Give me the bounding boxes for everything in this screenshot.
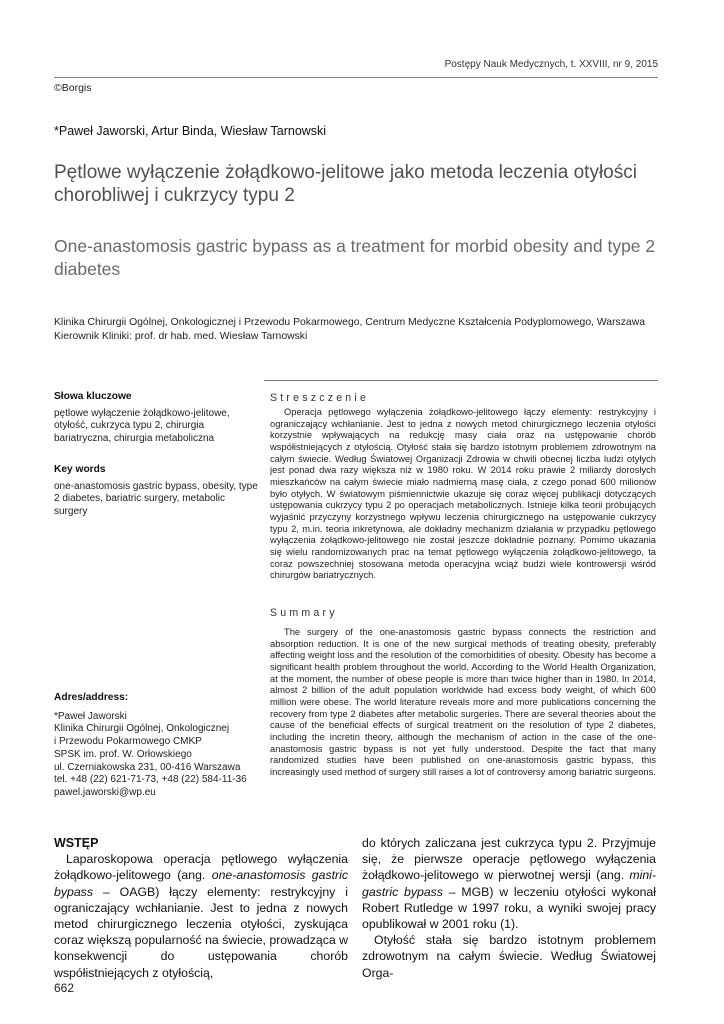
keywords-polish-heading: Słowa kluczowe bbox=[54, 391, 132, 402]
journal-citation: Postępy Nauk Medycznych, t. XXVIII, nr 9, 2015 bbox=[444, 59, 658, 70]
author-list: *Paweł Jaworski, Artur Binda, Wiesław Tarnowski bbox=[54, 124, 327, 138]
address-line: i Przewodu Pokarmowego CMKP bbox=[54, 736, 202, 748]
body-paragraph bbox=[362, 835, 656, 932]
address-line: *Paweł Jaworski bbox=[54, 710, 127, 722]
text-run: – MGB) w leczeniu otyłości wykonał Robert Rutledge w 1997 roku, a wyniki swojej pracy opublikował w 2001 roku (1). bbox=[362, 884, 656, 932]
abstract-polish-text: Operacja pętlowego wyłączenia żołądkowo-jelitowego łączy elementy: restrykcyjny i ograniczający wchłanianie. Jest to jedna z nowych metod chirurgicznego leczenia otyłości korzystnie wpływających na redukcję masy ciała oraz na ustępowanie chorób współistniejących z otyłością. Otyłość stała się bardzo istotnym problemem zdrowotnym na całym świecie. Według Światowej Organizacji Zdrowia w chwili obecnej liczba ludzi otyłych jest ponad dwa razy większa niż w 1980 roku. W 2014 roku prawie 2 miliardy dorosłych mieszkańców na całym świecie miało nadmierną masę ciała, z czego ponad 600 milionów było otyłych. W światowym piśmiennictwie ukazuje się coraz więcej publikacji dotyczących ustępowania cukrzycy typu 2 po operacjach metabolicznych. Istnieje kilka teorii próbujących wyjaśnić przyczyny korzystnego wpływu leczenia chirurgicznego na ustępowanie cukrzycy typu 2, m.in. teoria inkretynowa, ale dokładny mechanizm działania w przypadku pętlowego wyłączenia żołądkowo-jelitowego nie został jeszcze dokładnie poznany. Pomimo ukazania się wielu randomizowanych prac na temat pętlowego wyłączenia żołądkowo-jelitowego, ta coraz powszechniej stosowana metoda operacyjna wciąż budzi wiele kontrowersji wśród chirurgów bariatrycznych. bbox=[270, 407, 656, 581]
abstract-polish-heading: Streszczenie bbox=[270, 392, 370, 404]
abstract-english-text: The surgery of the one-anastomosis gastric bypass connects the restriction and absorption reduction. It is one of the new surgical methods of treating obesity, preferably affecting weight loss and the resolution of the comorbidities of obesity. Obesity has become a significant health problem throughout the world. According to the World Health Organization, at the moment, the number of obese people is more than twice higher than in 1980. In 2014, almost 2 billion of the adult population worldwide had excess body weight, of which 600 million were obese. The world literature reveals more and more publications concerning the recovery from type 2 diabetes after metabolic surgeries. There are several theories about the cause of the beneficial effects of surgical treatment on the resolution of type 2 diabetes, including the incretin theory, although the mechanism of action in the case of the one-anastomosis gastric bypass is not yet fully understood. Despite the fact that many randomized studies have been published on one-anastomosis gastric bypass, this increasingly used method of surgery still raises a lot of controversy among bariatric surgeons. bbox=[270, 627, 656, 777]
abstract-divider bbox=[264, 380, 658, 381]
header-divider bbox=[54, 77, 658, 78]
address-heading: Adres/address: bbox=[54, 692, 129, 703]
section-heading-introduction: WSTĘP bbox=[54, 836, 99, 850]
keywords-polish bbox=[54, 391, 259, 446]
text-run: do których zaliczana jest cukrzyca typu 2. Przyjmuje się, że pierwsze operacje pętlowego wyłączenia żołądkowo-jelitowego w pierwotnej wersji (ang. bbox=[362, 836, 656, 883]
address-line: tel. +48 (22) 621-71-73, +48 (22) 584-11-36 bbox=[54, 774, 247, 786]
affiliation: Klinika Chirurgii Ogólnej, Onkologicznej i Przewodu Pokarmowego, Centrum Medyczne Kształcenia Podyplomowego, Warszawa bbox=[54, 317, 645, 328]
text-run: Laparoskopowa operacja pętlowego wyłączenia żołądkowo-jelitowego (ang. bbox=[54, 852, 348, 883]
text-run: – OAGB) łączy elementy: restrykcyjny i ograniczający wchłanianie. Jest to jedna z nowych metod chirurgicznego leczenia otyłości, zyskująca coraz większą popularność na świecie, prowadząca w konsekwencji do ustępowania chorób współistniejących z otyłością, bbox=[54, 884, 348, 980]
body-paragraph: Otyłość stała się bardzo istotnym problemem zdrowotnym na całym świecie. Według Światowej Orga- bbox=[362, 933, 656, 980]
title-english: One-anastomosis gastric bypass as a treatment for morbid obesity and type 2 diabetes bbox=[54, 236, 656, 279]
keywords-english-heading: Key words bbox=[54, 464, 106, 475]
keywords-english bbox=[54, 464, 259, 519]
body-column-right bbox=[362, 835, 656, 981]
italic-term: one-anastomosis gastric bypass bbox=[54, 868, 349, 899]
correspondence-address bbox=[54, 692, 259, 800]
affiliation-block bbox=[54, 316, 669, 344]
address-line: Klinika Chirurgii Ogólnej, Onkologicznej bbox=[54, 723, 230, 735]
italic-term: mini-gastric bypass bbox=[362, 868, 656, 899]
title-polish: Pętlowe wyłączenie żołądkowo-jelitowe jako metoda leczenia otyłości chorobliwej i cukrzycy typu 2 bbox=[54, 162, 637, 206]
abstract-english-heading: Summary bbox=[270, 607, 338, 619]
address-line: ul. Czerniakowska 231, 00-416 Warszawa bbox=[54, 761, 241, 773]
publisher-mark: ©Borgis bbox=[54, 82, 92, 94]
keywords-polish-text: pętlowe wyłączenie żołądkowo-jelitowe, otyłość, cukrzyca typu 2, chirurgia bariatryczna, chirurgia metaboliczna bbox=[54, 407, 230, 445]
address-line: SPSK im. prof. W. Orłowskiego bbox=[54, 748, 192, 760]
body-paragraph bbox=[54, 851, 348, 981]
email-address: pawel.jaworski@wp.eu bbox=[54, 786, 156, 798]
keywords-english-text: one-anastomosis gastric bypass, obesity, type 2 diabetes, bariatric surgery, metabolic surgery bbox=[54, 480, 258, 518]
page-number: 662 bbox=[54, 981, 75, 995]
department-head: Kierownik Kliniki: prof. dr hab. med. Wiesław Tarnowski bbox=[54, 331, 308, 342]
body-column-left bbox=[54, 835, 348, 981]
